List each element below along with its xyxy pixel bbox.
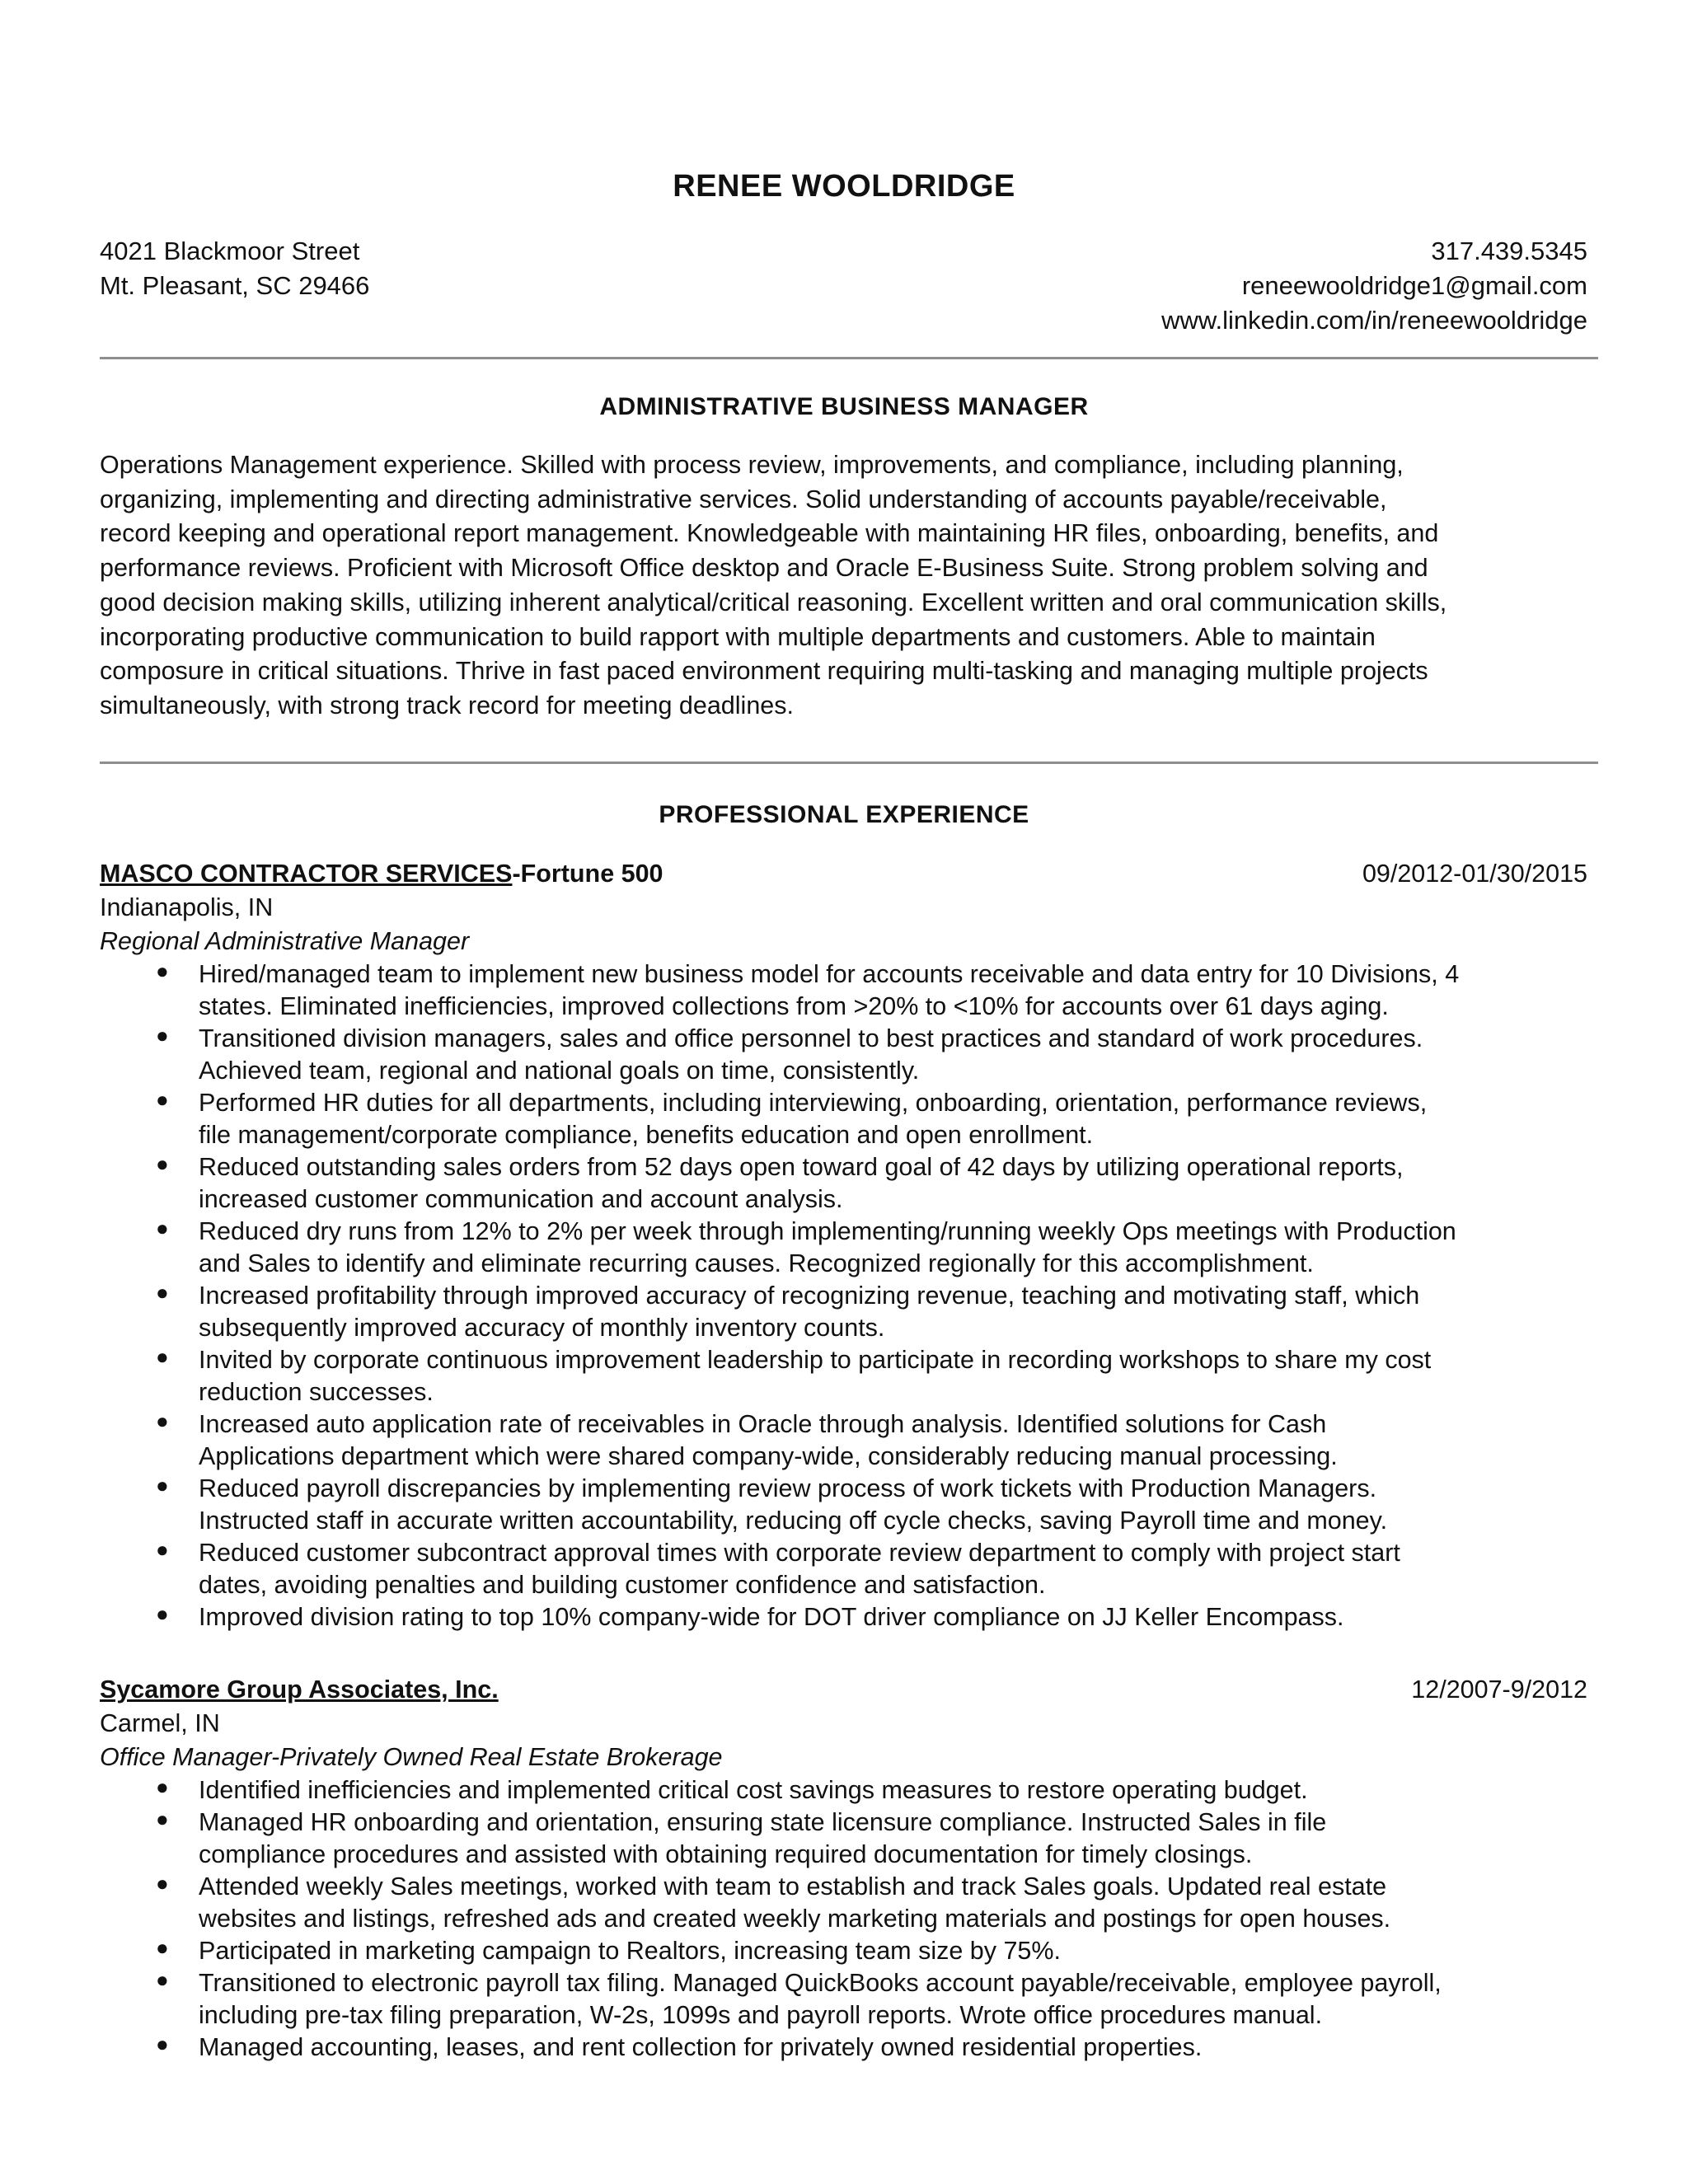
- bullet-item: ● Attended weekly Sales meetings, worked with team to establish and track Sales goals. Updated real estate websites and listings, refreshed ads and created weekly marketing materials and postings for open houses.: [156, 1871, 1391, 1933]
- job-dates: 09/2012-01/30/2015: [1362, 860, 1587, 888]
- summary-line: organizing, implementing and directing administrative services. Solid understanding of accounts payable/receivable,: [100, 485, 1387, 513]
- summary-heading: ADMINISTRATIVE BUSINESS MANAGER: [599, 393, 1089, 420]
- bullet-item: ● Increased profitability through improved accuracy of recognizing revenue, teaching and motivating staff, which subsequently improved accuracy of monthly inventory counts.: [156, 1280, 1420, 1342]
- job-dates: 12/2007-9/2012: [1411, 1675, 1587, 1704]
- address-street: 4021 Blackmoor Street: [100, 237, 360, 265]
- job-title: Regional Administrative Manager: [100, 927, 470, 955]
- phone-number: 317.439.5345: [1431, 237, 1587, 265]
- job-entry-masco: [100, 857, 1587, 1633]
- summary-paragraph: [100, 448, 1600, 724]
- company-name: Sycamore Group Associates, Inc.: [100, 1675, 499, 1704]
- bullet-item: ● Transitioned division managers, sales and office personnel to best practices and standard of work procedures. Achieved team, regional and national goals on time, consistently.: [156, 1023, 1423, 1085]
- bullet-item: ● Reduced customer subcontract approval times with corporate review department to comply with project start dates, avoiding penalties and building customer confidence and satisfaction.: [156, 1537, 1400, 1599]
- experience-heading: PROFESSIONAL EXPERIENCE: [659, 801, 1029, 828]
- summary-line: simultaneously, with strong track record for meeting deadlines.: [100, 691, 794, 719]
- divider-middle: [100, 762, 1598, 764]
- linkedin-link[interactable]: www.linkedin.com/in/reneewooldridge: [1161, 306, 1587, 335]
- candidate-name: RENEE WOOLDRIDGE: [673, 169, 1015, 204]
- bullet-item: ● Improved division rating to top 10% company-wide for DOT driver compliance on JJ Keller Encompass.: [156, 1601, 1344, 1631]
- bullet-item: ● Participated in marketing campaign to Realtors, increasing team size by 75%.: [156, 1935, 1061, 1965]
- summary-line: good decision making skills, utilizing inherent analytical/critical reasoning. Excellent written and oral communication skills,: [100, 588, 1447, 616]
- job-entry-sycamore: [100, 1673, 1587, 2064]
- bullet-item: ● Increased auto application rate of receivables in Oracle through analysis. Identified solutions for Cash Applications department which were shared company-wide, considerably reducing manual processing.: [156, 1408, 1338, 1470]
- company-name: MASCO CONTRACTOR SERVICES: [100, 860, 513, 888]
- bullet-item: ● Reduced dry runs from 12% to 2% per week through implementing/running weekly Ops meetings with Production and Sales to identify and eliminate recurring causes. Recognized regionally for this accomplishment.: [156, 1216, 1456, 1277]
- summary-line: incorporating productive communication to build rapport with multiple departments and customers. Able to maintain: [100, 622, 1376, 651]
- email-link[interactable]: reneewooldridge1@gmail.com: [1241, 271, 1587, 300]
- summary-line: performance reviews. Proficient with Microsoft Office desktop and Oracle E-Business Suite. Strong problem solving and: [100, 554, 1428, 583]
- bullet-item: ● Reduced payroll discrepancies by implementing review process of work tickets with Production Managers. Instructed staff in accurate written accountability, reducing off cycle checks, saving Payroll time and money.: [156, 1473, 1388, 1535]
- bullet-item: ● Performed HR duties for all departments, including interviewing, onboarding, orientation, performance reviews, file management/corporate compliance, benefits education and open enrollment.: [156, 1087, 1428, 1149]
- job-header: [100, 1673, 1587, 1707]
- summary-line: Operations Management experience. Skilled with process review, improvements, and compliance, including planning,: [100, 451, 1404, 479]
- bullet-item: ● Reduced outstanding sales orders from 52 days open toward goal of 42 days by utilizing operational reports, increased customer communication and account analysis.: [156, 1151, 1404, 1213]
- bullet-item: ● Identified inefficiencies and implemented critical cost savings measures to restore operating budget.: [156, 1774, 1308, 1804]
- bullet-item: ● Managed accounting, leases, and rent collection for privately owned residential properties.: [156, 2032, 1203, 2061]
- company-suffix: -Fortune 500: [512, 860, 663, 888]
- bullet-item: ● Hired/managed team to implement new business model for accounts receivable and data entry for 10 Divisions, 4 states. Eliminated inefficiencies, improved collections from >20% to <10% for accounts over 61 days aging.: [156, 958, 1460, 1020]
- bullet-item: ● Transitioned to electronic payroll tax filing. Managed QuickBooks account payable/receivable, employee payroll, including pre-tax filing preparation, W-2s, 1099s and payroll reports. Wrote office procedures manual.: [156, 1967, 1442, 2029]
- divider-top: [100, 357, 1598, 359]
- job-location: Carmel, IN: [100, 1709, 220, 1737]
- job-header: [100, 857, 1587, 891]
- bullet-item: ● Invited by corporate continuous improvement leadership to participate in recording workshops to share my cost reduction successes.: [156, 1344, 1432, 1406]
- contact-block: [100, 234, 1587, 338]
- job-title: Office Manager-Privately Owned Real Estate Brokerage: [100, 1743, 723, 1771]
- job-bullets: [100, 958, 1587, 1633]
- bullet-item: ● Managed HR onboarding and orientation, ensuring state licensure compliance. Instructed Sales in file compliance procedures and assisted with obtaining required documentation for timely closings.: [156, 1807, 1327, 1868]
- address-city: Mt. Pleasant, SC 29466: [100, 271, 370, 300]
- summary-line: record keeping and operational report management. Knowledgeable with maintaining HR files, onboarding, benefits, and: [100, 519, 1439, 548]
- job-bullets: [100, 1774, 1587, 2064]
- job-location: Indianapolis, IN: [100, 893, 274, 921]
- summary-line: composure in critical situations. Thrive in fast paced environment requiring multi-tasking and managing multiple projects: [100, 657, 1428, 686]
